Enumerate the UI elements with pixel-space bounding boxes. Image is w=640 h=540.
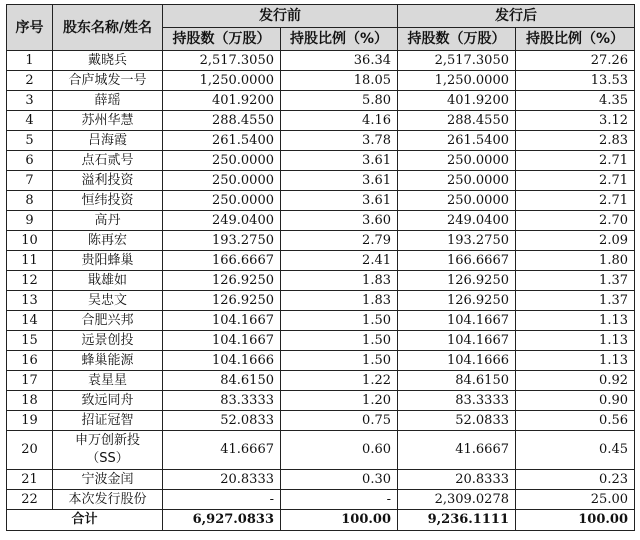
shareholding-table-container [6,4,634,531]
after-ratio: 2.83 [516,131,635,151]
row-no: 7 [7,171,53,191]
row-no: 22 [7,490,53,510]
row-no: 10 [7,231,53,251]
header-before-ratio: 持股比例（%） [281,28,398,51]
before-shares: 104.1667 [163,331,281,351]
before-shares: 288.4550 [163,111,281,131]
table-row [7,51,635,71]
after-ratio: 1.13 [516,351,635,371]
table-row [7,111,635,131]
after-ratio: 1.37 [516,271,635,291]
shareholder-name: 宁波金闰 [53,470,163,490]
shareholder-name: 高丹 [53,211,163,231]
before-ratio: 2.41 [281,251,398,271]
shareholder-name: 蜂巢能源 [53,351,163,371]
before-shares: 401.9200 [163,91,281,111]
before-shares: 166.6667 [163,251,281,271]
before-shares: 250.0000 [163,191,281,211]
header-after-shares: 持股数（万股） [398,28,516,51]
table-row [7,271,635,291]
after-shares: 52.0833 [398,411,516,431]
after-shares: 249.0400 [398,211,516,231]
before-shares: 126.9250 [163,271,281,291]
before-shares: 250.0000 [163,151,281,171]
after-shares: 1,250.0000 [398,71,516,91]
before-ratio: 1.50 [281,311,398,331]
header-before-shares: 持股数（万股） [163,28,281,51]
table-row [7,351,635,371]
header-before: 发行前 [163,5,398,28]
row-no: 17 [7,371,53,391]
before-ratio: 1.83 [281,271,398,291]
before-ratio: 1.20 [281,391,398,411]
before-shares: 84.6150 [163,371,281,391]
after-shares: 41.6667 [398,431,516,470]
after-ratio: 2.71 [516,171,635,191]
before-shares: 250.0000 [163,171,281,191]
before-ratio: 3.60 [281,211,398,231]
after-ratio: 27.26 [516,51,635,71]
after-ratio: 13.53 [516,71,635,91]
table-row [7,490,635,510]
after-shares: 250.0000 [398,151,516,171]
shareholder-name [53,431,163,470]
row-no: 6 [7,151,53,171]
shareholder-name: 合肥兴邦 [53,311,163,331]
after-ratio: 1.13 [516,331,635,351]
shareholder-name: 致远同舟 [53,391,163,411]
before-ratio: 0.75 [281,411,398,431]
before-shares: 1,250.0000 [163,71,281,91]
before-shares: 104.1667 [163,311,281,331]
after-ratio: 2.09 [516,231,635,251]
shareholder-name: 贵阳蜂巢 [53,251,163,271]
after-shares: 2,309.0278 [398,490,516,510]
table-row [7,291,635,311]
table-row [7,411,635,431]
after-shares: 104.1667 [398,331,516,351]
before-shares: 83.3333 [163,391,281,411]
before-ratio: 4.16 [281,111,398,131]
table-footer [7,510,635,531]
before-shares: 126.9250 [163,291,281,311]
before-ratio: 18.05 [281,71,398,91]
before-ratio: 3.61 [281,151,398,171]
total-label: 合计 [7,510,163,531]
before-ratio: 36.34 [281,51,398,71]
header-after-ratio: 持股比例（%） [516,28,635,51]
row-no: 1 [7,51,53,71]
before-ratio: 1.50 [281,331,398,351]
header-no: 序号 [7,5,53,51]
before-shares: 249.0400 [163,211,281,231]
shareholder-name-line1: 申万创新投 [74,433,140,448]
after-shares: 126.9250 [398,271,516,291]
row-no: 11 [7,251,53,271]
shareholder-name: 合庐城发一号 [53,71,163,91]
after-shares: 20.8333 [398,470,516,490]
after-ratio: 4.35 [516,91,635,111]
before-ratio: 5.80 [281,91,398,111]
after-ratio: 0.45 [516,431,635,470]
shareholder-name: 恒纬投资 [53,191,163,211]
after-ratio: 0.90 [516,391,635,411]
before-shares: 193.2750 [163,231,281,251]
total-before-ratio: 100.00 [281,510,398,531]
shareholder-name: 苏州华慧 [53,111,163,131]
shareholder-name: 本次发行股份 [53,490,163,510]
before-ratio: 1.83 [281,291,398,311]
header-name: 股东名称/姓名 [53,5,163,51]
shareholder-name: 薛瑶 [53,91,163,111]
after-shares: 83.3333 [398,391,516,411]
row-no: 12 [7,271,53,291]
shareholder-name: 戴晓兵 [53,51,163,71]
table-row [7,91,635,111]
table-row [7,71,635,91]
after-ratio: 1.80 [516,251,635,271]
row-no: 20 [7,431,53,470]
total-row [7,510,635,531]
shareholder-name: 戢雄如 [53,271,163,291]
table-row [7,470,635,490]
shareholder-name: 远景创投 [53,331,163,351]
table-row [7,191,635,211]
row-no: 19 [7,411,53,431]
after-ratio: 1.37 [516,291,635,311]
after-ratio: 2.70 [516,211,635,231]
row-no: 15 [7,331,53,351]
table-row [7,231,635,251]
table-row [7,151,635,171]
after-ratio: 3.12 [516,111,635,131]
row-no: 4 [7,111,53,131]
table-row [7,251,635,271]
shareholder-name: 陈再宏 [53,231,163,251]
total-before-shares: 6,927.0833 [163,510,281,531]
row-no: 5 [7,131,53,151]
table-header [7,5,635,51]
before-ratio: - [281,490,398,510]
row-no: 21 [7,470,53,490]
row-no: 3 [7,91,53,111]
row-no: 9 [7,211,53,231]
shareholder-name: 吕海霞 [53,131,163,151]
table-row [7,331,635,351]
table-row [7,391,635,411]
row-no: 8 [7,191,53,211]
after-shares: 104.1667 [398,311,516,331]
before-shares: 261.5400 [163,131,281,151]
before-ratio: 0.30 [281,470,398,490]
after-ratio: 0.92 [516,371,635,391]
row-no: 2 [7,71,53,91]
shareholder-name-line2: （SS） [86,451,129,466]
header-row-top [7,5,635,28]
after-ratio: 0.56 [516,411,635,431]
before-ratio: 3.61 [281,191,398,211]
before-ratio: 0.60 [281,431,398,470]
before-shares: 52.0833 [163,411,281,431]
shareholder-name: 袁星星 [53,371,163,391]
table-body [7,51,635,510]
after-ratio: 25.00 [516,490,635,510]
before-shares: 104.1666 [163,351,281,371]
before-ratio: 3.61 [281,171,398,191]
total-after-shares: 9,236.1111 [398,510,516,531]
after-shares: 288.4550 [398,111,516,131]
after-shares: 250.0000 [398,191,516,211]
after-shares: 166.6667 [398,251,516,271]
before-shares: 2,517.3050 [163,51,281,71]
after-shares: 193.2750 [398,231,516,251]
table-row [7,171,635,191]
table-row [7,211,635,231]
row-no: 18 [7,391,53,411]
before-shares: - [163,490,281,510]
shareholder-name: 吴忠文 [53,291,163,311]
row-no: 14 [7,311,53,331]
after-shares: 84.6150 [398,371,516,391]
table-row [7,311,635,331]
row-no: 16 [7,351,53,371]
before-ratio: 3.78 [281,131,398,151]
after-shares: 250.0000 [398,171,516,191]
before-ratio: 1.22 [281,371,398,391]
table-row [7,371,635,391]
total-after-ratio: 100.00 [516,510,635,531]
before-shares: 41.6667 [163,431,281,470]
after-ratio: 2.71 [516,151,635,171]
after-shares: 104.1666 [398,351,516,371]
shareholder-name: 招证冠智 [53,411,163,431]
row-no: 13 [7,291,53,311]
after-shares: 2,517.3050 [398,51,516,71]
after-ratio: 2.71 [516,191,635,211]
before-ratio: 1.50 [281,351,398,371]
before-ratio: 2.79 [281,231,398,251]
shareholder-name: 点石贰号 [53,151,163,171]
header-after: 发行后 [398,5,635,28]
after-shares: 261.5400 [398,131,516,151]
shareholder-name: 溢利投资 [53,171,163,191]
after-ratio: 0.23 [516,470,635,490]
table-row [7,431,635,470]
shareholding-table [6,4,635,531]
after-shares: 401.9200 [398,91,516,111]
table-row [7,131,635,151]
before-shares: 20.8333 [163,470,281,490]
after-ratio: 1.13 [516,311,635,331]
after-shares: 126.9250 [398,291,516,311]
